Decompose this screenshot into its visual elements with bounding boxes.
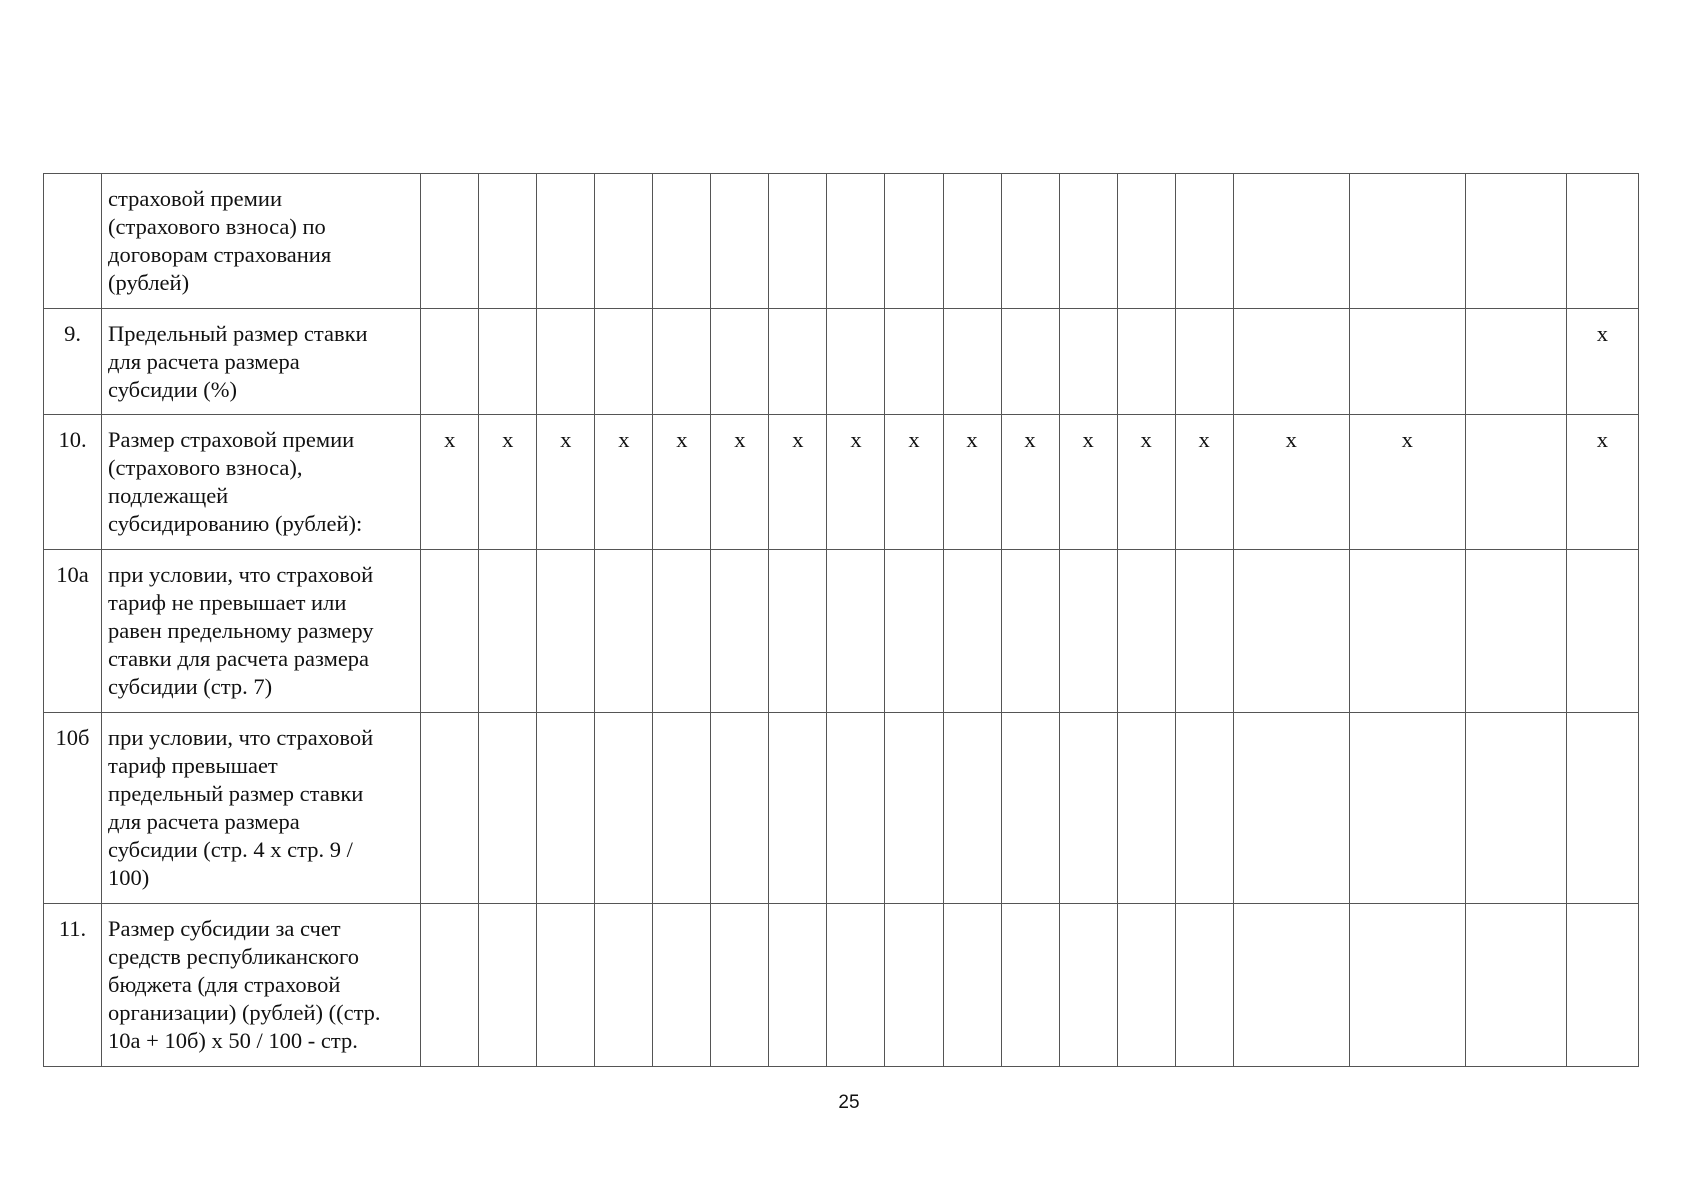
- table-cell: [1349, 904, 1465, 1067]
- table-cell: х: [1117, 415, 1175, 550]
- table-cell: [1233, 174, 1349, 309]
- table-cell: [711, 550, 769, 713]
- row-description: при условии, что страховой тариф не превышает или равен предельному размеру ставки для расчета размера субсидии (стр. 7): [102, 550, 421, 713]
- table-cell: [421, 174, 479, 309]
- table-cell: [653, 904, 711, 1067]
- table-cell: х: [537, 415, 595, 550]
- table-cell: [1117, 309, 1175, 415]
- table-cell: [711, 309, 769, 415]
- table-cell: [885, 713, 943, 904]
- table-cell: [711, 904, 769, 1067]
- row-description: Предельный размер ставки для расчета размера субсидии (%): [102, 309, 421, 415]
- table-cell: [1465, 904, 1566, 1067]
- table-cell: [769, 904, 827, 1067]
- table-cell: [1117, 904, 1175, 1067]
- table-cell: [827, 174, 885, 309]
- table-cell: [1349, 309, 1465, 415]
- table-cell: [537, 174, 595, 309]
- table-cell: [1059, 904, 1117, 1067]
- row-number: 10б: [44, 713, 102, 904]
- table-cell: [537, 550, 595, 713]
- table-cell: [1175, 713, 1233, 904]
- row-description: при условии, что страховой тариф превышает предельный размер ставки для расчета размера субсидии (стр. 4 х стр. 9 / 100): [102, 713, 421, 904]
- table-cell: х: [653, 415, 711, 550]
- table-cell: х: [1349, 415, 1465, 550]
- table-cell: х: [1566, 309, 1638, 415]
- table-cell: [1175, 550, 1233, 713]
- table-cell: [653, 713, 711, 904]
- table-cell: [479, 550, 537, 713]
- table-cell: [711, 174, 769, 309]
- table-row: [44, 904, 1639, 1067]
- table-cell: х: [827, 415, 885, 550]
- table-cell: х: [769, 415, 827, 550]
- table-cell: [827, 309, 885, 415]
- table-cell: [653, 174, 711, 309]
- table-cell: х: [1566, 415, 1638, 550]
- table-cell: [1349, 713, 1465, 904]
- table-cell: х: [711, 415, 769, 550]
- table-cell: [769, 713, 827, 904]
- table-cell: [827, 550, 885, 713]
- row-number: [44, 174, 102, 309]
- table-cell: [537, 904, 595, 1067]
- table-cell: [885, 174, 943, 309]
- table-cell: [1465, 174, 1566, 309]
- table-cell: [1233, 550, 1349, 713]
- table-cell: [1566, 550, 1638, 713]
- table-body: [44, 174, 1639, 1067]
- table-cell: [769, 550, 827, 713]
- table-cell: [537, 713, 595, 904]
- table-cell: [1175, 904, 1233, 1067]
- table-cell: [1233, 904, 1349, 1067]
- row-number: 11.: [44, 904, 102, 1067]
- table-cell: [1566, 904, 1638, 1067]
- table-cell: [1566, 713, 1638, 904]
- table-cell: [943, 174, 1001, 309]
- table-cell: х: [479, 415, 537, 550]
- table-cell: [1059, 550, 1117, 713]
- table-cell: [1465, 713, 1566, 904]
- row-description: Размер страховой премии (страхового взноса), подлежащей субсидированию (рублей):: [102, 415, 421, 550]
- table-cell: [943, 904, 1001, 1067]
- table-cell: [595, 174, 653, 309]
- table-cell: [1566, 174, 1638, 309]
- table-cell: [595, 550, 653, 713]
- table-row: [44, 713, 1639, 904]
- row-description: Размер субсидии за счет средств республиканского бюджета (для страховой организации) (рублей) ((стр. 10а + 10б) х 50 / 100 - стр.: [102, 904, 421, 1067]
- table-cell: [421, 904, 479, 1067]
- table-cell: [827, 904, 885, 1067]
- table-cell: [1465, 309, 1566, 415]
- table-cell: [421, 713, 479, 904]
- table-cell: [1465, 550, 1566, 713]
- table-cell: [421, 309, 479, 415]
- table-cell: [1059, 309, 1117, 415]
- table-cell: [1001, 550, 1059, 713]
- row-number: 9.: [44, 309, 102, 415]
- table-cell: [479, 309, 537, 415]
- table-cell: [711, 713, 769, 904]
- table-cell: [1117, 713, 1175, 904]
- table-row: [44, 174, 1639, 309]
- table-cell: [479, 904, 537, 1067]
- table-cell: [885, 904, 943, 1067]
- table-cell: [1233, 309, 1349, 415]
- table-cell: [1233, 713, 1349, 904]
- table-cell: [653, 550, 711, 713]
- table-cell: х: [421, 415, 479, 550]
- table-cell: [943, 550, 1001, 713]
- table-cell: [653, 309, 711, 415]
- table-cell: [827, 713, 885, 904]
- table-cell: [943, 713, 1001, 904]
- table-cell: [1465, 415, 1566, 550]
- table-cell: [595, 904, 653, 1067]
- table-cell: [479, 174, 537, 309]
- table-cell: [1117, 550, 1175, 713]
- table-cell: [1349, 174, 1465, 309]
- table-cell: х: [1233, 415, 1349, 550]
- document-table: [43, 173, 1639, 1067]
- table-cell: [479, 713, 537, 904]
- table-cell: [943, 309, 1001, 415]
- table-cell: х: [943, 415, 1001, 550]
- table-cell: х: [885, 415, 943, 550]
- table-cell: [1001, 713, 1059, 904]
- table-cell: [769, 309, 827, 415]
- table-cell: [1059, 174, 1117, 309]
- table-cell: [1001, 174, 1059, 309]
- table-cell: [1117, 174, 1175, 309]
- table-cell: [1175, 309, 1233, 415]
- table-cell: х: [1175, 415, 1233, 550]
- table-cell: [769, 174, 827, 309]
- row-description: страховой премии (страхового взноса) по договорам страхования (рублей): [102, 174, 421, 309]
- row-number: 10.: [44, 415, 102, 550]
- table-cell: [1175, 174, 1233, 309]
- page-number: 25: [838, 1092, 860, 1113]
- table-row: [44, 550, 1639, 713]
- table-cell: х: [1001, 415, 1059, 550]
- row-number: 10а: [44, 550, 102, 713]
- table-cell: [1001, 309, 1059, 415]
- table-cell: [537, 309, 595, 415]
- table-cell: [1001, 904, 1059, 1067]
- table-cell: [595, 309, 653, 415]
- table-cell: [885, 309, 943, 415]
- table-cell: [885, 550, 943, 713]
- table-row: [44, 309, 1639, 415]
- table-cell: [1059, 713, 1117, 904]
- table-cell: [595, 713, 653, 904]
- table-cell: [1349, 550, 1465, 713]
- table-cell: х: [1059, 415, 1117, 550]
- table-cell: [421, 550, 479, 713]
- table-row: [44, 415, 1639, 550]
- table-cell: х: [595, 415, 653, 550]
